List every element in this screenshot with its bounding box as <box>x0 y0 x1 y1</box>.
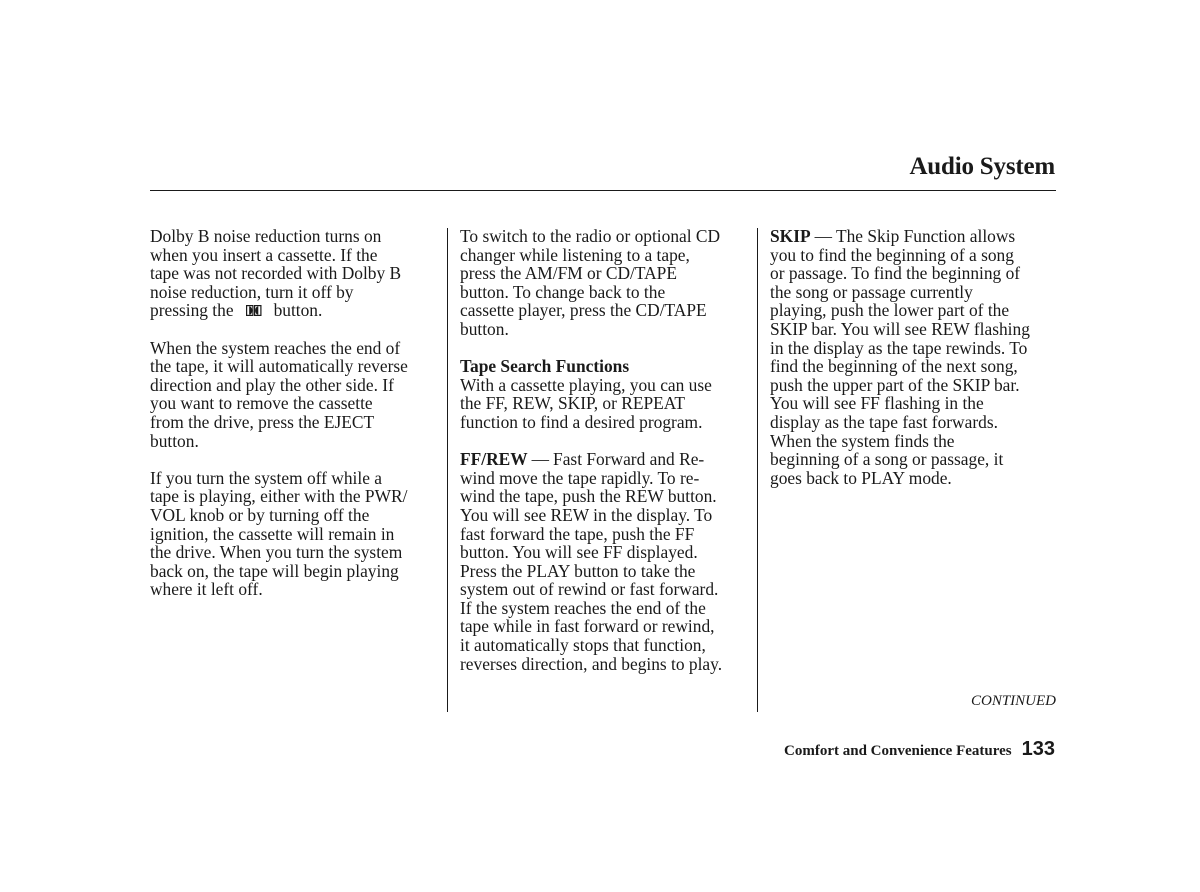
text-line: press the AM/FM or CD/TAPE <box>460 263 677 284</box>
section-heading: Tape Search Functions <box>460 356 630 377</box>
text-line: SKIP bar. You will see REW flashing <box>770 318 1030 339</box>
text-line: the song or passage currently <box>770 281 973 302</box>
text-fragment: The Skip Function allows <box>835 226 1016 246</box>
em-dash: — <box>531 449 550 470</box>
text-line: ignition, the cassette will remain in <box>150 523 395 544</box>
text-line: or passage. To find the beginning of <box>770 263 1021 284</box>
text-line: You will see FF flashing in the <box>770 393 984 414</box>
text-line: goes back to PLAY mode. <box>770 467 952 488</box>
column-divider <box>447 228 448 712</box>
text-line <box>150 301 440 320</box>
ffrew-label: FF/REW <box>460 449 528 470</box>
text-line: when you insert a cassette. If the <box>150 244 378 265</box>
text-line: button. You will see FF displayed. <box>460 542 698 563</box>
page-title: Audio System <box>909 153 1055 180</box>
text-line: tape was not recorded with Dolby B <box>150 263 402 284</box>
text-line: back on, the tape will begin playing <box>150 560 399 581</box>
column-3 <box>770 227 1060 487</box>
text-line: When the system reaches the end of <box>150 337 401 358</box>
text-line: from the drive, press the EJECT <box>150 411 375 432</box>
text-line: tape while in fast forward or rewind, <box>460 616 715 637</box>
text-fragment: Fast Forward and Re- <box>553 449 705 470</box>
text-line: button. To change back to the <box>460 281 666 302</box>
text-line: direction and play the other side. If <box>150 374 394 395</box>
text-line: Press the PLAY button to take the <box>460 560 696 581</box>
text-line: VOL knob or by turning off the <box>150 504 370 525</box>
text-fragment: pressing the <box>150 300 234 321</box>
continued-note: CONTINUED <box>970 693 1056 709</box>
text-line: display as the tape fast forwards. <box>770 411 998 432</box>
text-line: If the system reaches the end of the <box>460 597 706 618</box>
text-line: where it left off. <box>150 579 263 600</box>
dolby-icon <box>246 301 262 320</box>
text-line <box>460 450 752 469</box>
text-line: With a cassette playing, you can use <box>460 374 712 395</box>
column-divider <box>757 228 758 712</box>
text-line: button. <box>150 430 199 451</box>
text-line: playing, push the lower part of the <box>770 300 1010 321</box>
column-1 <box>150 227 440 599</box>
page-footer <box>784 738 1055 761</box>
text-line: the tape, it will automatically reverse <box>150 356 408 377</box>
text-line: find the beginning of the next song, <box>770 356 1018 377</box>
text-line: button. <box>460 318 509 339</box>
text-line: you want to remove the cassette <box>150 393 373 414</box>
text-line: If you turn the system off while a <box>150 467 382 488</box>
text-line: tape is playing, either with the PWR/ <box>150 486 408 507</box>
text-line: reverses direction, and begins to play. <box>460 653 723 674</box>
text-line: beginning of a song or passage, it <box>770 449 1004 470</box>
text-line: When the system finds the <box>770 430 955 451</box>
text-line: system out of rewind or fast forward. <box>460 579 719 600</box>
skip-label: SKIP <box>770 226 811 246</box>
footer-section-title: Comfort and Convenience Features <box>784 743 1012 759</box>
text-line: noise reduction, turn it off by <box>150 281 354 302</box>
text-line: Dolby B noise reduction turns on <box>150 226 382 246</box>
text-line: the FF, REW, SKIP, or REPEAT <box>460 393 686 414</box>
text-line: You will see REW in the display. To <box>460 504 713 525</box>
text-line: function to find a desired program. <box>460 411 703 432</box>
text-line: fast forward the tape, push the FF <box>460 523 695 544</box>
text-line: in the display as the tape rewinds. To <box>770 337 1028 358</box>
text-line: it automatically stops that function, <box>460 635 706 656</box>
text-line: wind move the tape rapidly. To re- <box>460 467 700 488</box>
page-number: 133 <box>1021 738 1055 760</box>
text-line: cassette player, press the CD/TAPE <box>460 300 707 321</box>
text-line: push the upper part of the SKIP bar. <box>770 374 1020 395</box>
text-line: changer while listening to a tape, <box>460 244 690 265</box>
text-line: wind the tape, push the REW button. <box>460 486 717 507</box>
column-2 <box>460 227 752 673</box>
title-rule <box>150 190 1056 191</box>
text-line <box>770 227 1060 246</box>
em-dash: — <box>814 226 832 246</box>
text-fragment: button. <box>273 300 323 321</box>
text-line: the drive. When you turn the system <box>150 542 403 563</box>
text-line: To switch to the radio or optional CD <box>460 226 721 246</box>
text-line: you to find the beginning of a song <box>770 244 1014 265</box>
